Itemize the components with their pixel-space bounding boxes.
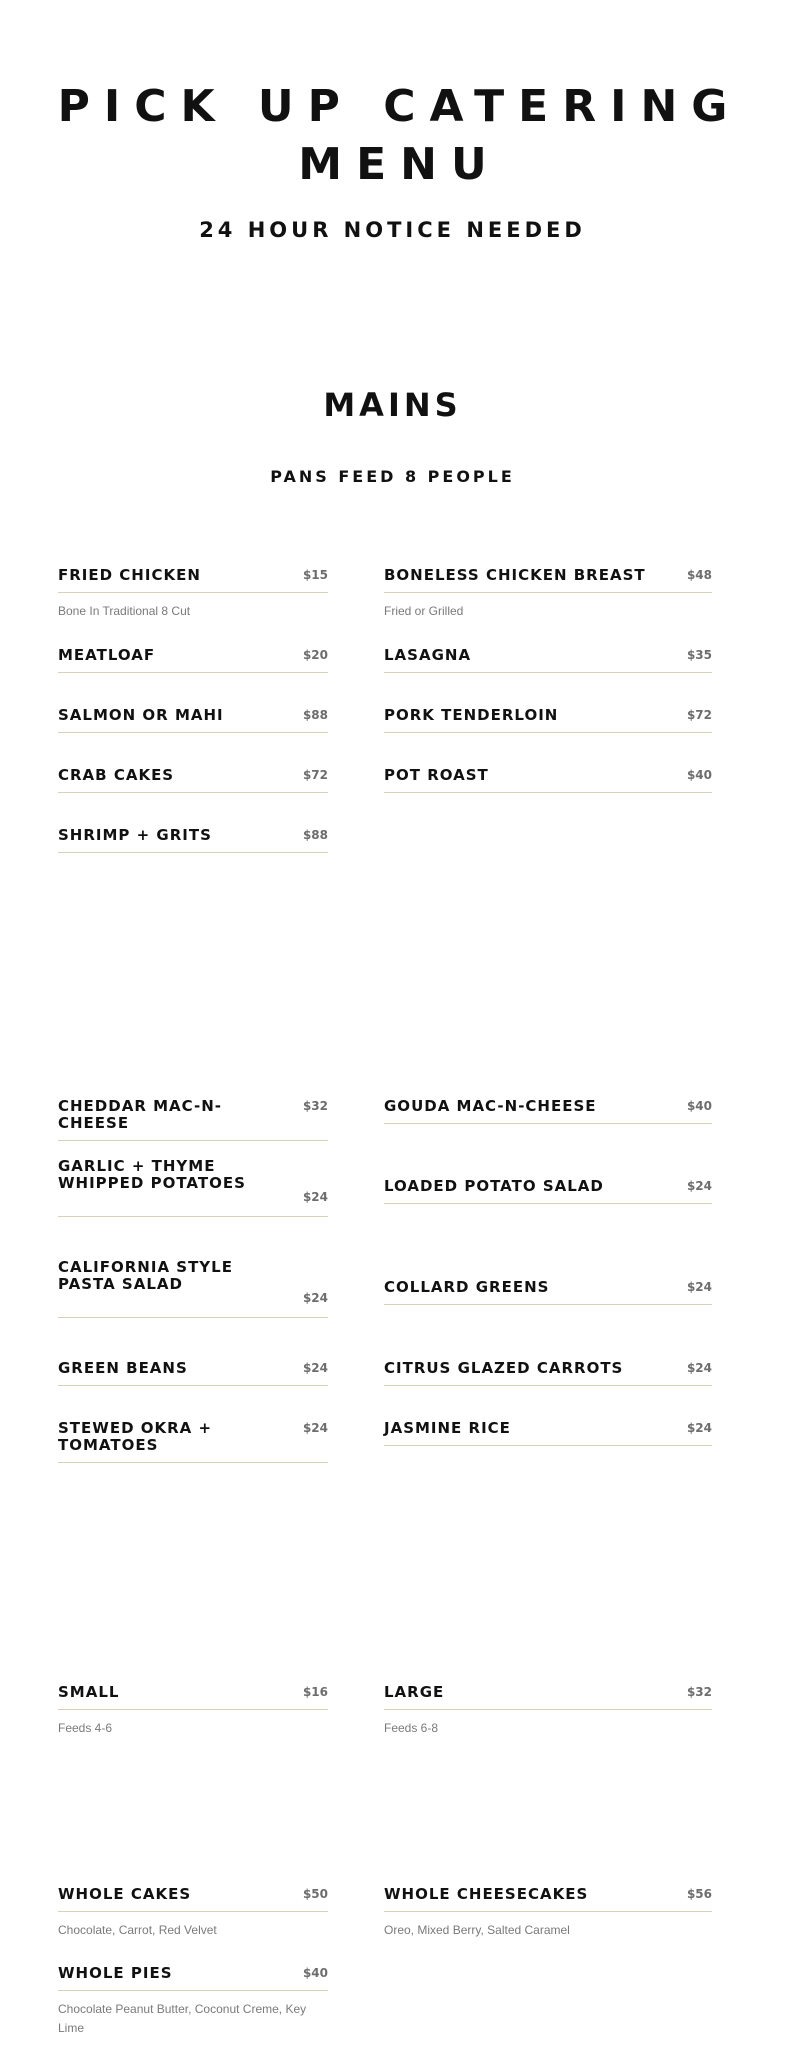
item-name: SHRIMP + GRITS xyxy=(58,826,212,844)
item-name: CRAB CAKES xyxy=(58,766,175,784)
menu-item xyxy=(384,567,712,621)
item-name: JASMINE RICE xyxy=(384,1419,511,1437)
menu-item xyxy=(58,1684,328,1738)
page-title: PICK UP CATERING MENU xyxy=(57,81,742,190)
item-price: $16 xyxy=(302,1685,328,1699)
item-name: GARLIC + THYME WHIPPED POTATOES xyxy=(58,1157,246,1192)
item-description: Chocolate Peanut Butter, Coconut Creme, Key Lime xyxy=(58,2002,307,2035)
item-name: MEATLOAF xyxy=(58,646,156,664)
item-name: WHOLE PIES xyxy=(58,1964,173,1982)
item-name: LASAGNA xyxy=(384,646,472,664)
item-price: $88 xyxy=(302,708,328,722)
item-name: GOUDA MAC-N-CHEESE xyxy=(384,1097,597,1115)
menu-item xyxy=(384,1420,712,1446)
item-name: STEWED OKRA + TOMATOES xyxy=(58,1419,213,1454)
item-name: LARGE xyxy=(384,1683,445,1701)
menu-item xyxy=(384,1360,712,1386)
item-name: COLLARD GREENS xyxy=(384,1278,550,1296)
section-subtitle-mains: PANS FEED 8 PEOPLE xyxy=(270,467,515,486)
item-name: CITRUS GLAZED CARROTS xyxy=(384,1359,624,1377)
item-price: $24 xyxy=(686,1280,712,1294)
item-price: $32 xyxy=(686,1685,712,1699)
item-price: $35 xyxy=(686,648,712,662)
menu-item xyxy=(58,1158,328,1217)
item-price: $24 xyxy=(302,1421,328,1435)
item-name: BONELESS CHICKEN BREAST xyxy=(384,566,646,584)
item-name: SALMON OR MAHI xyxy=(58,706,224,724)
item-name: CALIFORNIA STYLE PASTA SALAD xyxy=(58,1258,233,1293)
item-price: $72 xyxy=(302,768,328,782)
item-description: Feeds 4-6 xyxy=(58,1721,113,1735)
menu-item xyxy=(384,1886,712,1940)
menu-item xyxy=(384,767,712,793)
item-price: $24 xyxy=(302,1190,328,1204)
item-name: WHOLE CAKES xyxy=(58,1885,192,1903)
item-price: $15 xyxy=(302,568,328,582)
item-price: $72 xyxy=(686,708,712,722)
item-description: Fried or Grilled xyxy=(384,604,464,618)
item-description: Bone In Traditional 8 Cut xyxy=(58,604,191,618)
item-name: SMALL xyxy=(58,1683,120,1701)
menu-item xyxy=(58,1360,328,1386)
menu-item xyxy=(58,647,328,673)
menu-item xyxy=(58,567,328,621)
item-price: $24 xyxy=(302,1291,328,1305)
menu-item xyxy=(58,1420,328,1463)
menu-item xyxy=(384,1684,712,1738)
menu-item xyxy=(384,1279,712,1305)
menu-item xyxy=(58,1098,328,1141)
section-title-mains: MAINS xyxy=(323,386,462,424)
item-price: $24 xyxy=(302,1361,328,1375)
menu-item xyxy=(384,1178,712,1204)
item-price: $40 xyxy=(686,768,712,782)
item-price: $48 xyxy=(686,568,712,582)
menu-item xyxy=(58,827,328,853)
item-name: PORK TENDERLOIN xyxy=(384,706,559,724)
item-name: POT ROAST xyxy=(384,766,489,784)
item-name: GREEN BEANS xyxy=(58,1359,188,1377)
menu-item xyxy=(384,707,712,733)
item-price: $24 xyxy=(686,1421,712,1435)
item-price: $56 xyxy=(686,1887,712,1901)
item-description: Feeds 6-8 xyxy=(384,1721,439,1735)
item-description: Chocolate, Carrot, Red Velvet xyxy=(58,1923,217,1937)
item-name: FRIED CHICKEN xyxy=(58,566,201,584)
item-description: Oreo, Mixed Berry, Salted Caramel xyxy=(384,1923,570,1937)
menu-item xyxy=(384,647,712,673)
item-price: $20 xyxy=(302,648,328,662)
item-name: LOADED POTATO SALAD xyxy=(384,1177,604,1195)
item-price: $24 xyxy=(686,1361,712,1375)
menu-item xyxy=(58,707,328,733)
item-price: $40 xyxy=(302,1966,328,1980)
item-price: $32 xyxy=(302,1099,328,1113)
item-price: $50 xyxy=(302,1887,328,1901)
menu-item xyxy=(58,1259,328,1318)
item-price: $40 xyxy=(686,1099,712,1113)
menu-item xyxy=(384,1098,712,1124)
menu-item xyxy=(58,1886,328,1940)
item-name: WHOLE CHEESECAKES xyxy=(384,1885,589,1903)
menu-item xyxy=(58,1965,328,2038)
item-price: $88 xyxy=(302,828,328,842)
item-name: CHEDDAR MAC-N-CHEESE xyxy=(58,1097,222,1132)
item-price: $24 xyxy=(686,1179,712,1193)
menu-item xyxy=(58,767,328,793)
notice-text: 24 HOUR NOTICE NEEDED xyxy=(199,218,586,242)
